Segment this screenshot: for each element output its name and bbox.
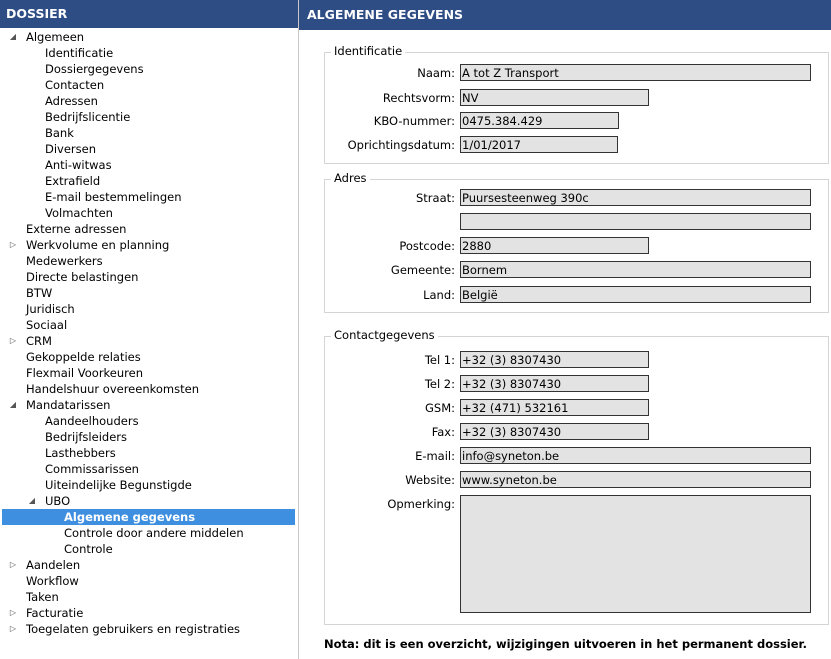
gsm-label: GSM:: [424, 401, 455, 415]
tree-item-gekoppelde-relaties[interactable]: Gekoppelde relaties: [26, 350, 141, 364]
panel-divider[interactable]: [298, 0, 299, 659]
tree-item-medewerkers[interactable]: Medewerkers: [26, 254, 103, 268]
naam-field[interactable]: A tot Z Transport: [460, 64, 811, 81]
tree-item-controle-andere-middelen[interactable]: Controle door andere middelen: [64, 526, 244, 540]
gemeente-label: Gemeente:: [390, 263, 455, 277]
postcode-field[interactable]: 2880: [460, 237, 649, 254]
expanded-icon[interactable]: ◢: [9, 400, 17, 409]
opmerking-label: Opmerking:: [387, 497, 455, 511]
collapsed-icon[interactable]: ▷: [9, 240, 17, 249]
tree-item-ubo[interactable]: ◢ UBO: [28, 494, 71, 508]
tree-item-adressen[interactable]: Adressen: [45, 94, 98, 108]
tree-item-handelshuur[interactable]: Handelshuur overeenkomsten: [26, 382, 199, 396]
tree-item-btw[interactable]: BTW: [26, 286, 53, 300]
straat2-field[interactable]: [460, 213, 811, 230]
tree-item-algemeen[interactable]: ◢ Algemeen: [9, 30, 85, 44]
page-title: ALGEMENE GEGEVENS: [299, 0, 831, 30]
kbo-label: KBO-nummer:: [373, 114, 455, 128]
land-field[interactable]: België: [460, 286, 811, 303]
straat-label: Straat:: [415, 191, 455, 205]
collapsed-icon[interactable]: ▷: [9, 560, 17, 569]
tree-item-email-bestemmelingen[interactable]: E-mail bestemmelingen: [45, 190, 182, 204]
expanded-icon[interactable]: ◢: [9, 32, 17, 41]
tree-item-aandeelhouders[interactable]: Aandeelhouders: [45, 414, 139, 428]
tree-item-externe-adressen[interactable]: Externe adressen: [26, 222, 127, 236]
dossier-panel: [0, 0, 298, 659]
tree-item-bank[interactable]: Bank: [45, 126, 74, 140]
tree-item-toegelaten-gebruikers[interactable]: ▷ Toegelaten gebruikers en registraties: [9, 622, 241, 636]
gsm-field[interactable]: +32 (471) 532161: [460, 399, 649, 416]
tree-item-algemene-gegevens[interactable]: Algemene gegevens: [2, 509, 295, 525]
tree-item-volmachten[interactable]: Volmachten: [45, 206, 113, 220]
contactgegevens-legend: Contactgegevens: [331, 328, 438, 342]
email-label: E-mail:: [415, 449, 455, 463]
rechtsvorm-label: Rechtsvorm:: [382, 91, 455, 105]
identificatie-legend: Identificatie: [331, 44, 405, 58]
tree-item-controle[interactable]: Controle: [64, 542, 113, 556]
collapsed-icon[interactable]: ▷: [9, 336, 17, 345]
tree-item-extrafield[interactable]: Extrafield: [45, 174, 101, 188]
naam-label: Naam:: [417, 66, 455, 80]
rechtsvorm-field[interactable]: NV: [460, 89, 649, 106]
oprichtingsdatum-label: Oprichtingsdatum:: [347, 138, 455, 152]
gemeente-field[interactable]: Bornem: [460, 261, 811, 278]
tree-item-dossiergegevens[interactable]: Dossiergegevens: [45, 62, 144, 76]
website-label: Website:: [405, 473, 455, 487]
tel1-field[interactable]: +32 (3) 8307430: [460, 351, 649, 368]
note-text: Nota: dit is een overzicht, wijzigingen uitvoeren in het permanent dossier.: [324, 637, 807, 651]
tree-item-werkvolume[interactable]: ▷ Werkvolume en planning: [9, 238, 170, 252]
tree-item-aandelen[interactable]: ▷ Aandelen: [9, 558, 81, 572]
tree-item-taken[interactable]: Taken: [26, 590, 59, 604]
tel2-field[interactable]: +32 (3) 8307430: [460, 375, 649, 392]
tree-item-workflow[interactable]: Workflow: [26, 574, 79, 588]
tree-item-commissarissen[interactable]: Commissarissen: [45, 462, 139, 476]
email-field[interactable]: info@syneton.be: [460, 447, 811, 464]
tree-item-identificatie[interactable]: Identificatie: [45, 46, 114, 60]
tree-item-uiteindelijke-begunstigde[interactable]: Uiteindelijke Begunstigde: [45, 478, 192, 492]
tree-item-facturatie[interactable]: ▷ Facturatie: [9, 606, 84, 620]
collapsed-icon[interactable]: ▷: [9, 624, 17, 633]
fax-field[interactable]: +32 (3) 8307430: [460, 423, 649, 440]
website-field[interactable]: www.syneton.be: [460, 471, 811, 488]
tel2-label: Tel 2:: [424, 377, 455, 391]
adres-legend: Adres: [331, 171, 370, 185]
straat-field[interactable]: Puursesteenweg 390c: [460, 189, 811, 206]
tree-item-contacten[interactable]: Contacten: [45, 78, 105, 92]
tree-item-crm[interactable]: ▷ CRM: [9, 334, 52, 348]
tree-item-bedrijfslicentie[interactable]: Bedrijfslicentie: [45, 110, 131, 124]
kbo-field[interactable]: 0475.384.429: [460, 112, 619, 129]
tel1-label: Tel 1:: [424, 353, 455, 367]
tree-item-diversen[interactable]: Diversen: [45, 142, 97, 156]
tree-item-bedrijfsleiders[interactable]: Bedrijfsleiders: [45, 430, 127, 444]
opmerking-textarea[interactable]: [460, 495, 811, 613]
land-label: Land:: [423, 288, 455, 302]
tree-item-mandatarissen[interactable]: ◢ Mandatarissen: [9, 398, 111, 412]
tree-item-lasthebbers[interactable]: Lasthebbers: [45, 446, 116, 460]
dossier-header: DOSSIER: [0, 0, 298, 28]
collapsed-icon[interactable]: ▷: [9, 608, 17, 617]
oprichtingsdatum-field[interactable]: 1/01/2017: [460, 136, 618, 153]
tree-item-anti-witwas[interactable]: Anti-witwas: [45, 158, 112, 172]
tree-item-flexmail[interactable]: Flexmail Voorkeuren: [26, 366, 144, 380]
tree-item-sociaal[interactable]: Sociaal: [26, 318, 68, 332]
tree-item-directe-belastingen[interactable]: Directe belastingen: [26, 270, 139, 284]
tree-item-juridisch[interactable]: Juridisch: [26, 302, 75, 316]
postcode-label: Postcode:: [399, 239, 455, 253]
fax-label: Fax:: [431, 425, 455, 439]
expanded-icon[interactable]: ◢: [28, 496, 36, 505]
